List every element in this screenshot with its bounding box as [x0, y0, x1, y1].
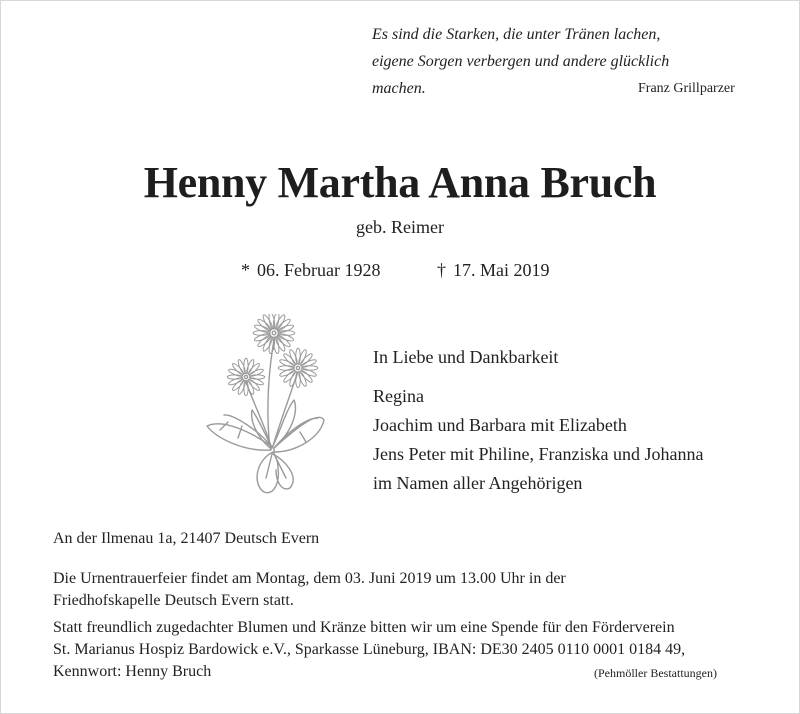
- quote-line: eigene Sorgen verbergen und andere glücklich: [372, 53, 670, 70]
- family-list: [373, 382, 703, 498]
- family-member: Joachim und Barbara mit Elizabeth: [373, 415, 627, 435]
- birth-symbol: *: [241, 260, 250, 280]
- birth-date-row: [241, 257, 380, 283]
- family-member: Regina: [373, 386, 424, 406]
- ceremony-info: [53, 568, 566, 612]
- undertaker-credit: (Pehmöller Bestattungen): [594, 666, 717, 680]
- birth-date: 06. Februar 1928: [257, 260, 381, 280]
- death-date-row: [437, 257, 550, 283]
- family-member: im Namen aller Angehörigen: [373, 473, 583, 493]
- quote-block: [372, 21, 772, 102]
- address: An der Ilmenau 1a, 21407 Deutsch Evern: [53, 530, 320, 547]
- deceased-name: Henny Martha Anna Bruch: [143, 158, 657, 207]
- birth-name: geb. Reimer: [356, 217, 444, 237]
- tribute-text: In Liebe und Dankbarkeit: [373, 347, 559, 367]
- family-member: Jens Peter mit Philine, Franziska und Johanna: [373, 444, 704, 464]
- ceremony-line: Friedhofskapelle Deutsch Evern statt.: [53, 592, 294, 609]
- donation-info: [53, 617, 753, 683]
- daisy-flower-icon: [194, 314, 334, 498]
- donation-line: Kennwort: Henny Bruch: [53, 663, 212, 680]
- quote-last-row: [372, 75, 772, 102]
- death-date: 17. Mai 2019: [453, 260, 550, 280]
- quote-line: machen.: [372, 80, 426, 97]
- quote-author: Franz Grillparzer: [638, 81, 735, 96]
- quote-line: Es sind die Starken, die unter Tränen lachen,: [372, 26, 661, 43]
- donation-line: St. Marianus Hospiz Bardowick e.V., Sparkasse Lüneburg, IBAN: DE30 2405 0110 0001 0184 49,: [53, 641, 686, 658]
- ceremony-line: Die Urnentrauerfeier findet am Montag, dem 03. Juni 2019 um 13.00 Uhr in der: [53, 570, 566, 587]
- death-symbol: †: [437, 260, 446, 280]
- donation-line: Statt freundlich zugedachter Blumen und Kränze bitten wir um eine Spende für den Förderverein: [53, 619, 675, 636]
- donation-last-row: [53, 661, 753, 683]
